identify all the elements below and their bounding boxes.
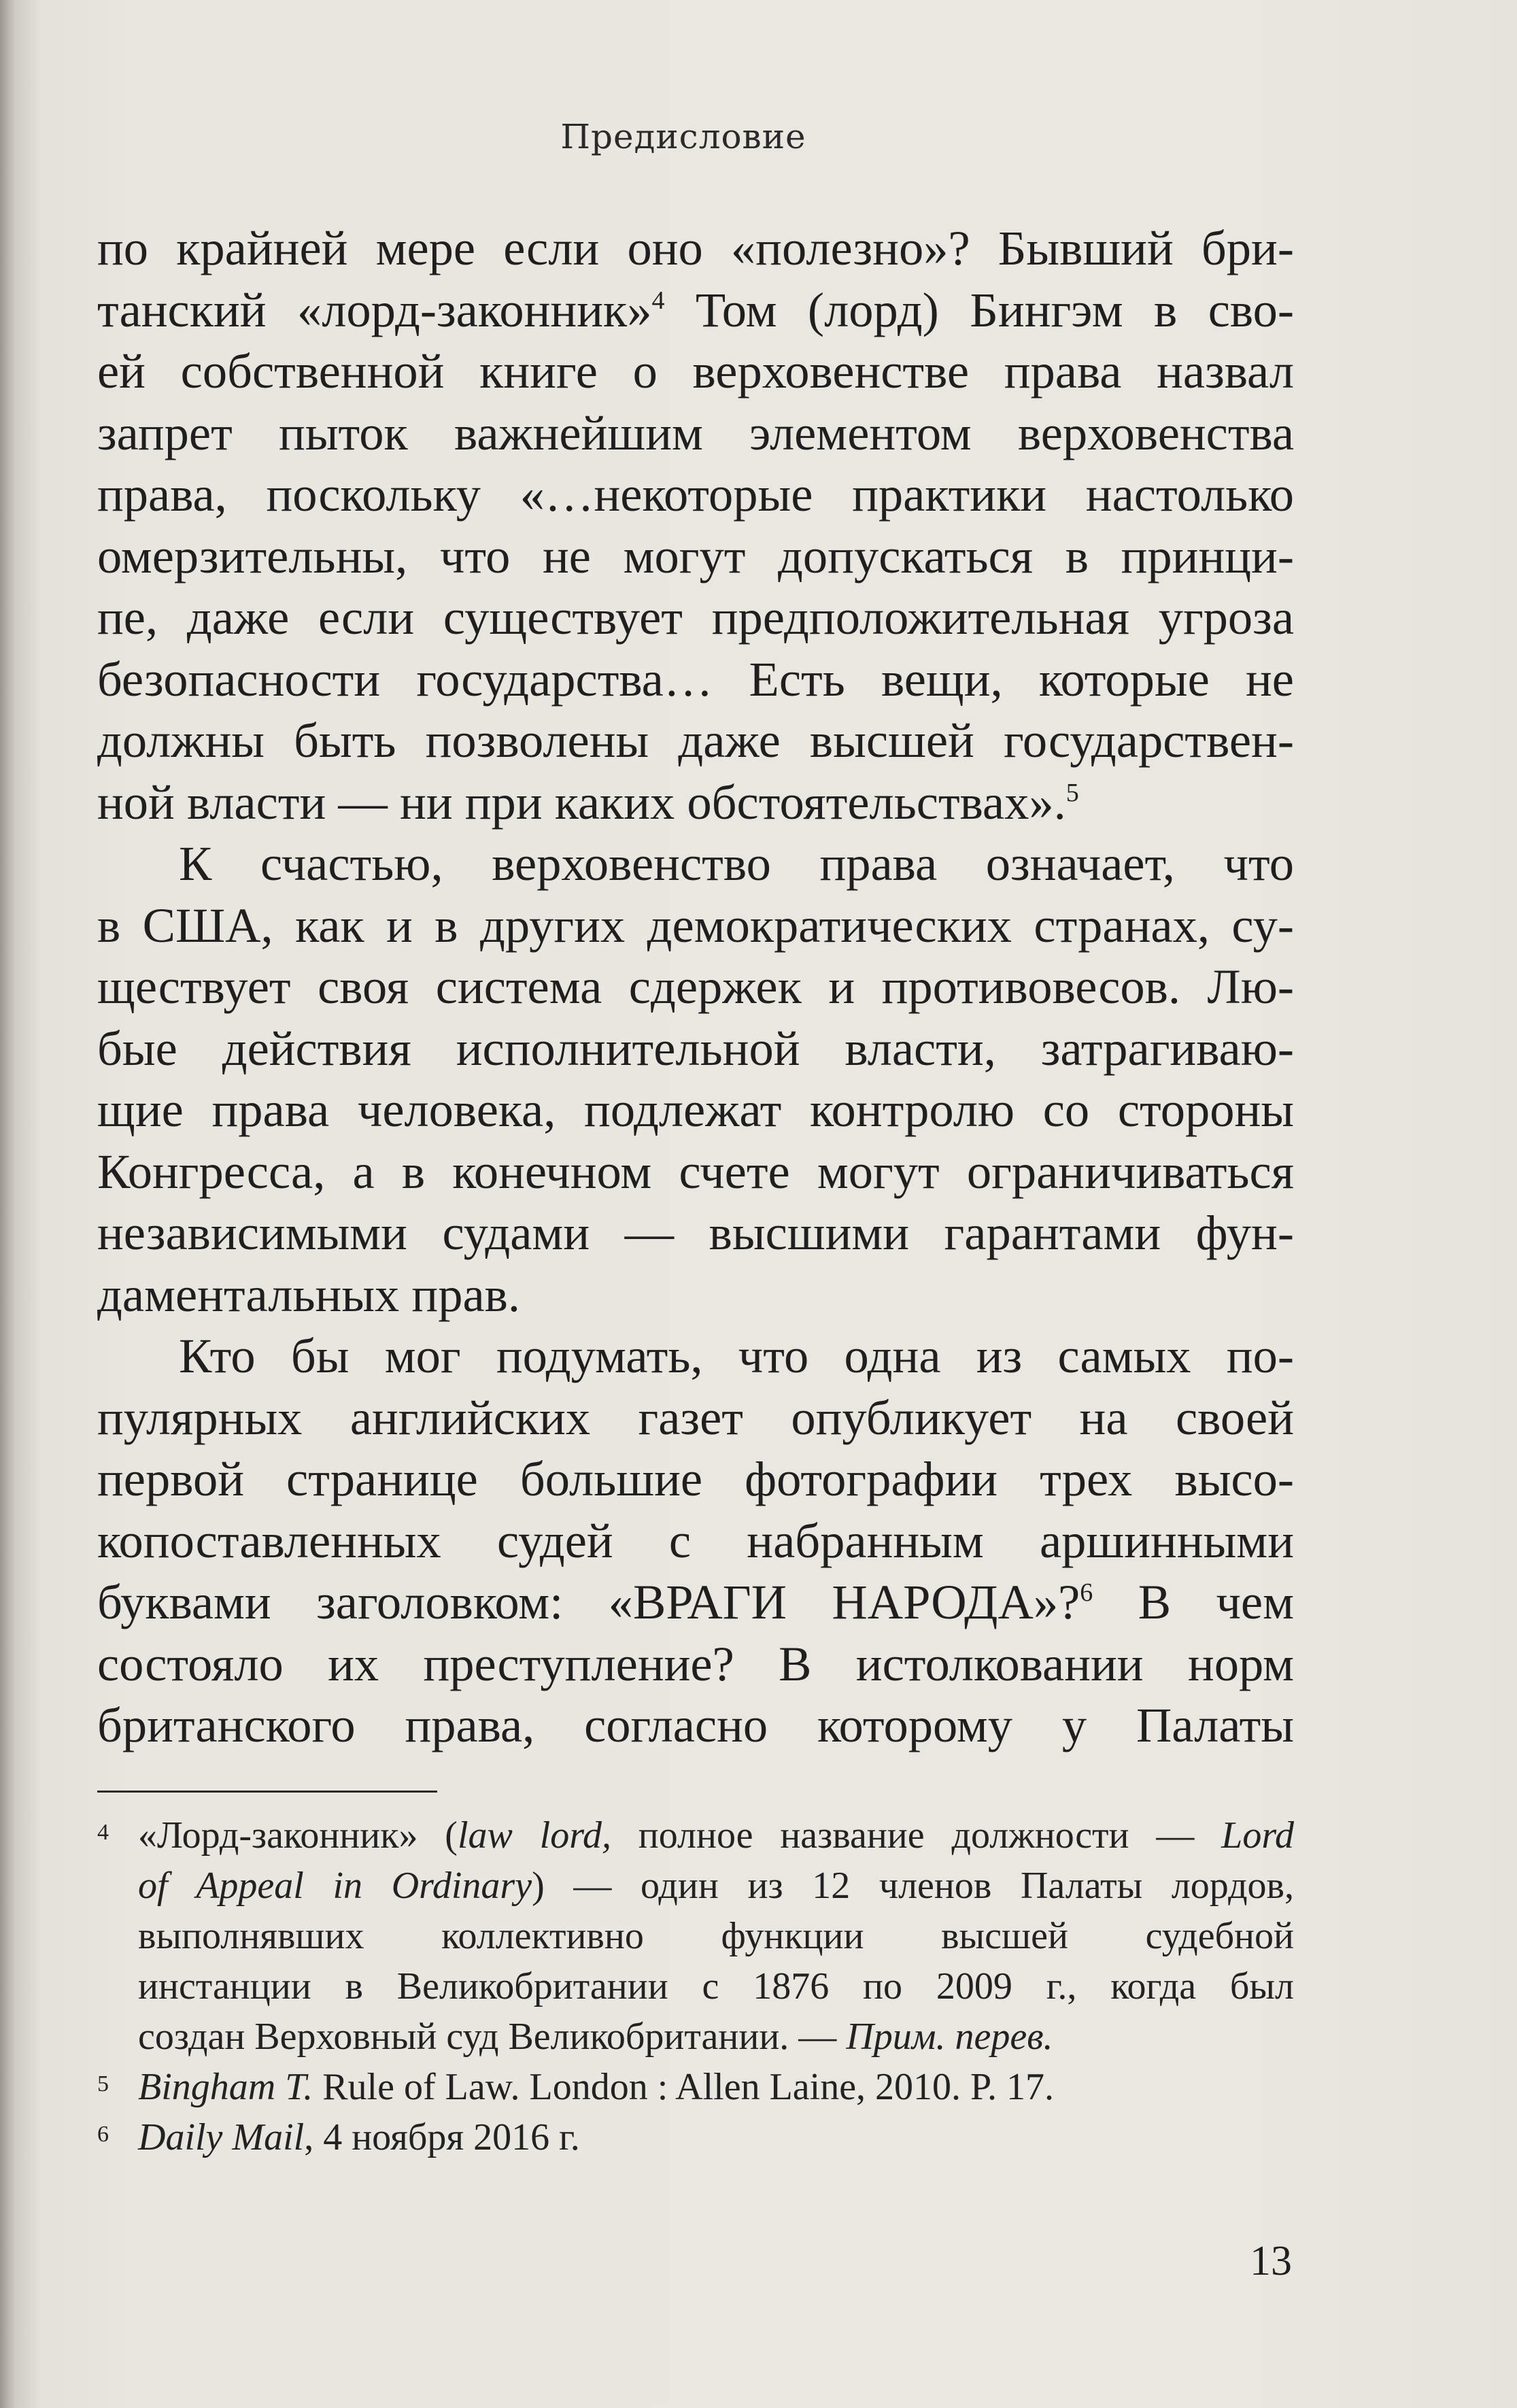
text-line: Конгресса, а в конечном счете могут ограничиваться (97, 1143, 1294, 1199)
footnote-line: создан Верховный суд Великобритании. — Прим. перев. (138, 2016, 1053, 2058)
text-line: первой странице большие фотографии трех высо- (97, 1451, 1294, 1506)
footnote-ref-4: 4 (651, 286, 665, 315)
text-line: независимыми судами — высшими гарантами фун- (97, 1205, 1294, 1260)
text-line: должны быть позволены даже высшей государствен- (97, 713, 1294, 768)
footnote-number: 5 (97, 2071, 109, 2097)
text-line: бые действия исполнительной власти, затрагиваю- (97, 1020, 1294, 1076)
footnote-ref-5: 5 (1066, 778, 1079, 807)
paragraph-3 (97, 1325, 1294, 1757)
footnote-number: 4 (97, 1820, 109, 1845)
text-line: Кто бы мог подумать, что одна из самых по- (179, 1328, 1294, 1383)
running-head: Предисловие (560, 117, 806, 156)
text-line: пе, даже если существует предположительная угроза (97, 590, 1294, 645)
text-line: ществует своя система сдержек и противовесов. Лю- (97, 959, 1294, 1014)
footnote-divider (97, 1791, 437, 1793)
text-line: ной власти — ни при каких обстоятельствах».$^5$ (97, 774, 1079, 830)
footnote-6 (97, 2112, 1294, 2163)
text-line: ей собственной книге о верховенстве права назвал (97, 343, 1294, 398)
footnote-line: Daily Mail, 4 ноября 2016 г. (138, 2116, 580, 2158)
paragraph-1 (97, 218, 1294, 833)
footnote-line: of Appeal in Ordinary) — один из 12 членов Палаты лордов, (138, 1865, 1295, 1907)
adjacent-page-edge (0, 0, 16, 2408)
text-line: запрет пыток важнейшим элементом верховенства (97, 405, 1294, 460)
footnote-ref-6: 6 (1080, 1578, 1093, 1607)
main-text (97, 218, 1294, 1757)
footnote-line: Bingham T. Rule of Law. London : Allen Laine, 2010. P. 17. (138, 2066, 1054, 2108)
footnote-line: выполнявших коллективно функции высшей судебной (138, 1915, 1294, 1957)
footnote-line: инстанции в Великобритании с 1876 по 2009 г., когда был (138, 1965, 1294, 2007)
footnote-line: «Лорд-законник» (law lord, полное название должности — Lord (138, 1814, 1295, 1856)
text-line: безопасности государства… Есть вещи, которые не (97, 651, 1294, 707)
text-line: копоставленных судей с набранным аршинными (97, 1512, 1294, 1568)
text-line: даментальных прав. (97, 1266, 521, 1322)
text-line: буквами заголовком: «ВРАГИ НАРОДА»?$^6$ В чем (97, 1574, 1294, 1629)
text-line: состояло их преступление? В истолковании норм (97, 1635, 1294, 1691)
text-line: по крайней мере если оно «полезно»? Бывший бри- (97, 220, 1294, 275)
footnotes (97, 1810, 1294, 2163)
text-line: омерзительны, что не могут допускаться в принци- (97, 528, 1294, 583)
text-line: танский «лорд-законник»$^4$ Том (лорд) Бингэм в сво- (97, 282, 1294, 337)
footnote-5 (97, 2062, 1294, 2112)
text-line: британского права, согласно которому у Палаты (97, 1697, 1294, 1752)
paragraph-2 (97, 833, 1294, 1325)
page-number: 13 (1250, 2238, 1292, 2284)
text-line: права, поскольку «…некоторые практики настолько (97, 467, 1294, 522)
text-line: в США, как и в других демократических странах, су- (97, 897, 1294, 953)
text-line: щие права человека, подлежат контролю со стороны (97, 1082, 1294, 1137)
text-line: пулярных английских газет опубликует на своей (97, 1389, 1294, 1445)
footnote-number: 6 (97, 2122, 109, 2147)
footnote-4 (97, 1810, 1294, 2062)
text-line: К счастью, верховенство права означает, что (179, 836, 1294, 891)
